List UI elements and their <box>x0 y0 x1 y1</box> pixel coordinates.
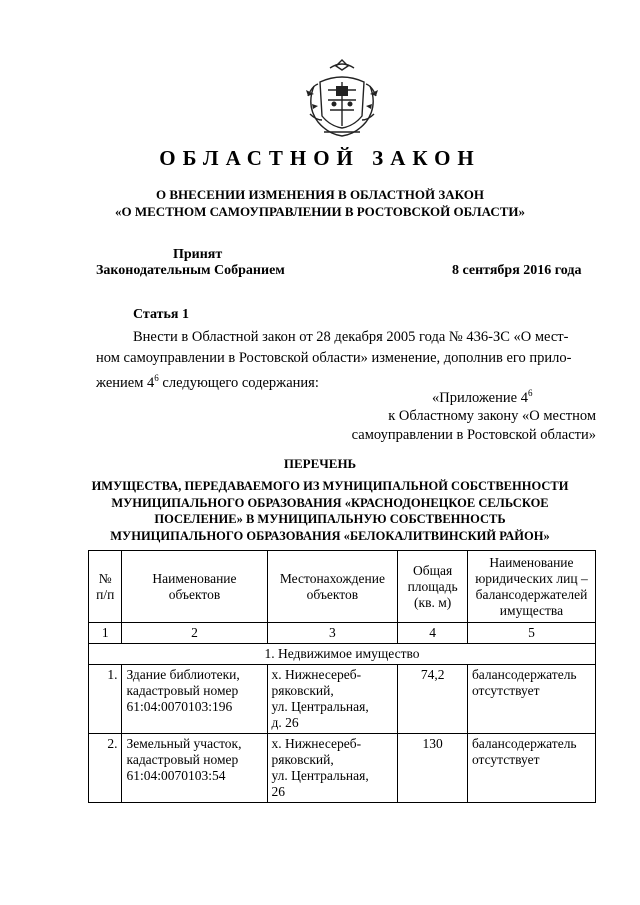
column-number: 4 <box>398 623 468 644</box>
subject-line: «О МЕСТНОМ САМОУПРАВЛЕНИИ В РОСТОВСКОЙ ОБЛАСТИ» <box>115 204 525 219</box>
column-number: 1 <box>89 623 122 644</box>
row-number: 1. <box>89 665 122 734</box>
header-text: юридических лиц – <box>475 570 588 586</box>
object-location <box>267 734 398 803</box>
header-text: Наименование <box>489 554 574 570</box>
header-text: объектов <box>168 586 221 602</box>
cell-line: ряковский, <box>271 752 334 767</box>
object-location <box>267 665 398 734</box>
table-header-row <box>89 551 596 623</box>
balance-holder <box>467 665 595 734</box>
cell-line: 61:04:0070103:196 <box>126 699 233 714</box>
cell-line: ул. Центральная, <box>271 699 369 714</box>
cell-line: ул. Центральная, <box>271 768 369 783</box>
header-text: Местонахождение <box>279 570 385 586</box>
header-holder <box>467 551 595 623</box>
article-line: ном самоуправлении в Ростовской области» изменение, дополнив его прило- <box>96 349 572 366</box>
cell-line: кадастровый номер <box>126 683 239 698</box>
cell-line: 26 <box>271 784 285 799</box>
header-text: имущества <box>499 602 564 618</box>
header-number <box>89 551 122 623</box>
adopted-by: Законодательным Собранием <box>96 263 285 278</box>
cell-line: балансодержатель <box>471 736 577 751</box>
cell-line: отсутствует <box>471 752 540 767</box>
appendix-title-text: «Приложение 4 <box>432 389 528 406</box>
list-subtitle-line: МУНИЦИПАЛЬНОГО ОБРАЗОВАНИЯ «БЕЛОКАЛИТВИНСКИЙ РАЙОН» <box>110 528 550 543</box>
column-number-row <box>89 623 596 644</box>
header-text: № <box>98 570 112 586</box>
cell-line: балансодержатель <box>471 667 577 682</box>
appendix-ref-line: самоуправлении в Ростовской области» <box>351 427 596 443</box>
list-subtitle-line: ИМУЩЕСТВА, ПЕРЕДАВАЕМОГО ИЗ МУНИЦИПАЛЬНОЙ СОБСТВЕННОСТИ <box>91 479 569 493</box>
list-title: ПЕРЕЧЕНЬ <box>283 456 357 471</box>
section-row <box>89 644 596 665</box>
column-number: 3 <box>267 623 398 644</box>
row-number: 2. <box>89 734 122 803</box>
law-type-title: ОБЛАСТНОЙ ЗАКОН <box>159 146 481 170</box>
balance-holder <box>467 734 595 803</box>
list-subtitle <box>80 478 580 544</box>
object-name <box>122 734 267 803</box>
header-area <box>398 551 468 623</box>
table-row <box>89 665 596 734</box>
header-text: Наименование <box>152 570 237 586</box>
cell-line: д. 26 <box>271 715 299 730</box>
section-title: 1. Недвижимое имущество <box>89 644 596 665</box>
table-row <box>89 734 596 803</box>
header-text: Общая <box>413 562 453 578</box>
property-table <box>88 550 596 803</box>
cell-line: отсутствует <box>471 683 540 698</box>
appendix-reference <box>320 407 596 445</box>
header-text: балансодержателей <box>475 586 588 602</box>
article-title: Статья 1 <box>133 307 189 322</box>
column-number: 2 <box>122 623 267 644</box>
header-text: п/п <box>96 586 115 602</box>
header-location <box>267 551 398 623</box>
superscript: 6 <box>527 388 533 398</box>
object-area: 74,2 <box>398 665 468 734</box>
cell-line: х. Нижнесереб- <box>271 736 362 751</box>
cell-line: 61:04:0070103:54 <box>126 768 226 783</box>
cell-line: х. Нижнесереб- <box>271 667 362 682</box>
cell-line: ряковский, <box>271 683 334 698</box>
header-name <box>122 551 267 623</box>
header-text: (кв. м) <box>414 594 452 610</box>
object-area: 130 <box>398 734 468 803</box>
list-subtitle-line: МУНИЦИПАЛЬНОГО ОБРАЗОВАНИЯ «КРАСНОДОНЕЦКОЕ СЕЛЬСКОЕ <box>111 495 549 510</box>
appendix-ref-line: к Областному закону «О местном <box>388 408 596 424</box>
article-line-part: следующего содержания: <box>158 374 319 391</box>
list-subtitle-line: ПОСЕЛЕНИЕ» В МУНИЦИПАЛЬНУЮ СОБСТВЕННОСТЬ <box>154 512 506 526</box>
superscript: 6 <box>154 373 159 383</box>
cell-line: Земельный участок, <box>126 736 242 751</box>
adoption-date: 8 сентября 2016 года <box>452 263 582 278</box>
law-subject <box>0 186 640 220</box>
appendix-title <box>432 388 532 407</box>
object-name <box>122 665 267 734</box>
coat-of-arms-icon <box>300 56 384 140</box>
cell-line: Здание библиотеки, <box>126 667 240 682</box>
header-text: объектов <box>306 586 359 602</box>
article-line: Внести в Областной закон от 28 декабря 2005 года № 436-ЗС «О мест- <box>133 329 569 345</box>
article-text <box>96 327 596 393</box>
header-text: площадь <box>407 578 458 594</box>
subject-line: О ВНЕСЕНИИ ИЗМЕНЕНИЯ В ОБЛАСТНОЙ ЗАКОН <box>156 187 484 202</box>
cell-line: кадастровый номер <box>126 752 239 767</box>
article-line-part: жением 4 <box>96 374 155 391</box>
adopted-label: Принят <box>173 247 223 262</box>
column-number: 5 <box>467 623 595 644</box>
